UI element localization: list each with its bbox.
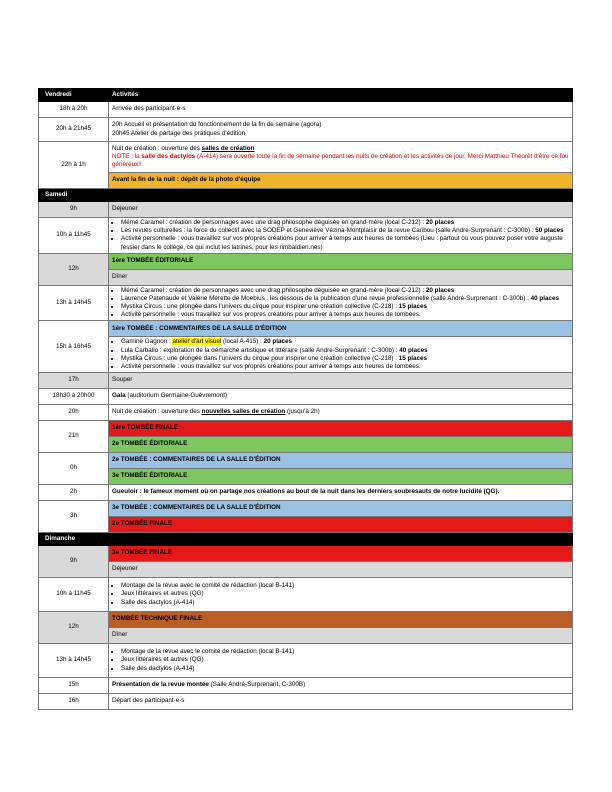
time-cell: 2h	[39, 485, 109, 501]
table-row	[39, 269, 573, 285]
day-row	[39, 189, 573, 202]
table-row	[39, 678, 573, 694]
time-cell: 10h à 11h45	[39, 218, 109, 254]
table-row	[39, 644, 573, 678]
table-row	[39, 469, 573, 485]
list-item: • Jeux littéraires et autres (QG)	[121, 590, 569, 598]
activity-list	[112, 338, 569, 371]
table-row	[39, 612, 573, 628]
list-item: • Laurence Patenaude et Valérie Mérette de Moebius : les dessous de la publication d'une revue professionnelle (salle André-Surprenant : C-300b) : 40 places	[121, 295, 569, 303]
header-row	[39, 89, 573, 102]
note-line: NOTE : la salle des dactylos (A-414) sera ouverte toute la fin de semaine pendant les nuits de création et les activités de jour. Merci Matthieu Théorêt d'être ce fou généreux!!	[112, 152, 569, 169]
table-row	[39, 546, 573, 562]
deadline-cell: TOMBÉE TECHNIQUE FINALE	[109, 612, 573, 628]
deadline-cell: Avant la fin de la nuit : dépôt de la photo d'équipe	[109, 173, 573, 189]
table-row	[39, 517, 573, 533]
activity-cell: Souper	[109, 373, 573, 389]
deadline-cell: 1ère TOMBÉE : COMMENTAIRES DE LA SALLE D'ÉDITION	[109, 321, 573, 337]
list-item: • Mémé Caramel : création de personnages avec une drag philosophe déguisée en grand-mère (local C-212) : 20 places	[121, 219, 569, 227]
time-cell: 0h	[39, 453, 109, 485]
activity-cell	[109, 118, 573, 142]
list-item: • Les revues culturelles : la force du collectif avec la SODEP et Geneviève Vézina-Montplaisir de la revue Caribou (salle André-Surprenant : C-300b) : 50 places	[121, 227, 569, 235]
day-filler	[109, 189, 573, 202]
activity-list	[112, 648, 569, 673]
day-label: Samedi	[39, 189, 109, 202]
table-row	[39, 142, 573, 173]
list-item: • Mémé Caramel : création de personnages avec une drag philosophe déguisée en grand-mère (local C-212) : 20 places	[121, 287, 569, 295]
time-cell: 9h	[39, 546, 109, 578]
table-row	[39, 202, 573, 218]
deadline-cell: 3e TOMBÉE ÉDITORIALE	[109, 469, 573, 485]
table-row	[39, 485, 573, 501]
table-row	[39, 102, 573, 118]
activity-list	[112, 219, 569, 252]
list-item: • Salle des dactylos (A-414)	[121, 599, 569, 607]
day-row	[39, 533, 573, 546]
list-item: • Mystika Circus : une plongée dans l'univers du cirque pour inspirer une création collective (C-218) : 15 places	[121, 355, 569, 363]
time-cell: 15h	[39, 678, 109, 694]
table-row	[39, 253, 573, 269]
time-cell: 13h à 14h45	[39, 285, 109, 321]
list-item: • Activité personnelle : vous travaillez sur vos propres créations pour arriver à temps aux heures de tombées (Lieu : partout où vous pouvez poser votre auguste fessier dans le collège, ce qui inclut les latrines, pour les rimbaldien.nes)	[121, 235, 569, 251]
list-item: • Jeux littéraires et autres (QG)	[121, 656, 569, 664]
list-item: • Salle des dactylos (A-414)	[121, 665, 569, 673]
deadline-cell: 2e TOMBÉE FINALE	[109, 517, 573, 533]
table-row	[39, 373, 573, 389]
deadline-cell: 1ère TOMBÉE ÉDITORIALE	[109, 253, 573, 269]
time-cell: 17h	[39, 373, 109, 389]
activity-cell	[109, 644, 573, 678]
activity-list	[112, 582, 569, 607]
activity-cell	[109, 337, 573, 373]
time-cell: 20h à 21h45	[39, 118, 109, 142]
deadline-cell: 2e TOMBÉE : COMMENTAIRES DE LA SALLE D'ÉDITION	[109, 453, 573, 469]
activity-list	[112, 287, 569, 320]
activity-line: 20h45 Atelier de partage des pratiques d'édition	[112, 129, 246, 137]
list-item: • Mystika Circus : une plongée dans l'univers du cirque pour inspirer une création collective (C-218) : 15 places	[121, 303, 569, 311]
activity-cell: Gueuloir : le fameux moment où on partage nos créations au bout de la nuit dans les derniers soubresauts de notre lucidité (QG).	[109, 485, 573, 501]
time-cell: 21h	[39, 421, 109, 453]
list-item: • Montage de la revue avec le comité de rédaction (local B-141)	[121, 582, 569, 590]
table-row	[39, 694, 573, 710]
activity-cell: Présentation de la revue montée (Salle André-Surprenant, C-300B)	[109, 678, 573, 694]
table-row	[39, 118, 573, 142]
table-row	[39, 285, 573, 321]
table-row	[39, 421, 573, 437]
table-row	[39, 337, 573, 373]
time-cell: 20h	[39, 405, 109, 421]
deadline-cell: 1ère TOMBÉE FINALE	[109, 421, 573, 437]
list-item: • Montage de la revue avec le comité de rédaction (local B-141)	[121, 648, 569, 656]
time-cell: 18h30 à 20h00	[39, 389, 109, 405]
activity-cell: Dîner	[109, 269, 573, 285]
highlight: atelier d'art visuel	[172, 338, 222, 346]
table-row	[39, 321, 573, 337]
activity-cell: Arrivée des participant·e·s	[109, 102, 573, 118]
time-cell: 9h	[39, 202, 109, 218]
time-cell: 15h à 16h45	[39, 321, 109, 373]
activity-line: 20h Accueil et présentation du fonctionnement de la fin de semaine (agora)	[112, 121, 322, 129]
activity-cell: Dîner	[109, 628, 573, 644]
day-filler	[109, 533, 573, 546]
activity-line: Nuit de création : ouverture des salles de création	[112, 144, 255, 152]
table-row	[39, 218, 573, 254]
table-row	[39, 453, 573, 469]
time-cell: 16h	[39, 694, 109, 710]
table-row	[39, 628, 573, 644]
schedule-table	[38, 88, 573, 710]
time-cell: 12h	[39, 253, 109, 285]
table-row	[39, 437, 573, 453]
header-activities: Activités	[109, 89, 573, 102]
deadline-cell: 3e TOMBÉE : COMMENTAIRES DE LA SALLE D'ÉDITION	[109, 501, 573, 517]
table-row	[39, 389, 573, 405]
activity-cell	[109, 218, 573, 254]
activity-cell: Départ des participant·e·s	[109, 694, 573, 710]
activity-cell: Déjeuner	[109, 202, 573, 218]
list-item: • Gamine Gagnon : atelier d'art visuel (local A-415) : 20 places	[121, 338, 569, 346]
activity-cell	[109, 578, 573, 612]
time-cell: 12h	[39, 612, 109, 644]
day-label: Dimanche	[39, 533, 109, 546]
table-row	[39, 501, 573, 517]
time-cell: 3h	[39, 501, 109, 533]
deadline-cell: 3e TOMBÉE FINALE	[109, 546, 573, 562]
time-cell: 18h à 20h	[39, 102, 109, 118]
time-cell: 10h à 11h45	[39, 578, 109, 612]
activity-cell	[109, 142, 573, 173]
table-row	[39, 173, 573, 189]
deadline-cell: 2e TOMBÉE ÉDITORIALE	[109, 437, 573, 453]
table-row	[39, 405, 573, 421]
time-cell: 22h à 1h	[39, 142, 109, 189]
table-row	[39, 578, 573, 612]
activity-cell: Gala (auditorium Germaine-Guèvremont)	[109, 389, 573, 405]
activity-cell: Déjeuner	[109, 562, 573, 578]
time-cell: 13h à 14h45	[39, 644, 109, 678]
activity-cell	[109, 285, 573, 321]
list-item: • Activité personnelle : vous travaillez sur vos propres créations pour arriver à temps aux heures de tombées.	[121, 311, 569, 319]
activity-cell: Nuit de création : ouverture des nouvelles salles de création (jusqu'à 2h)	[109, 405, 573, 421]
table-row	[39, 562, 573, 578]
list-item: • Activité personnelle : vous travaillez sur vos propres créations pour arriver à temps aux heures de tombées.	[121, 363, 569, 371]
list-item: • Lula Carballo : exploration de la démarche artistique et littéraire (salle André-Surprenant : C-300b) : 40 places	[121, 347, 569, 355]
header-day: Vendredi	[39, 89, 109, 102]
